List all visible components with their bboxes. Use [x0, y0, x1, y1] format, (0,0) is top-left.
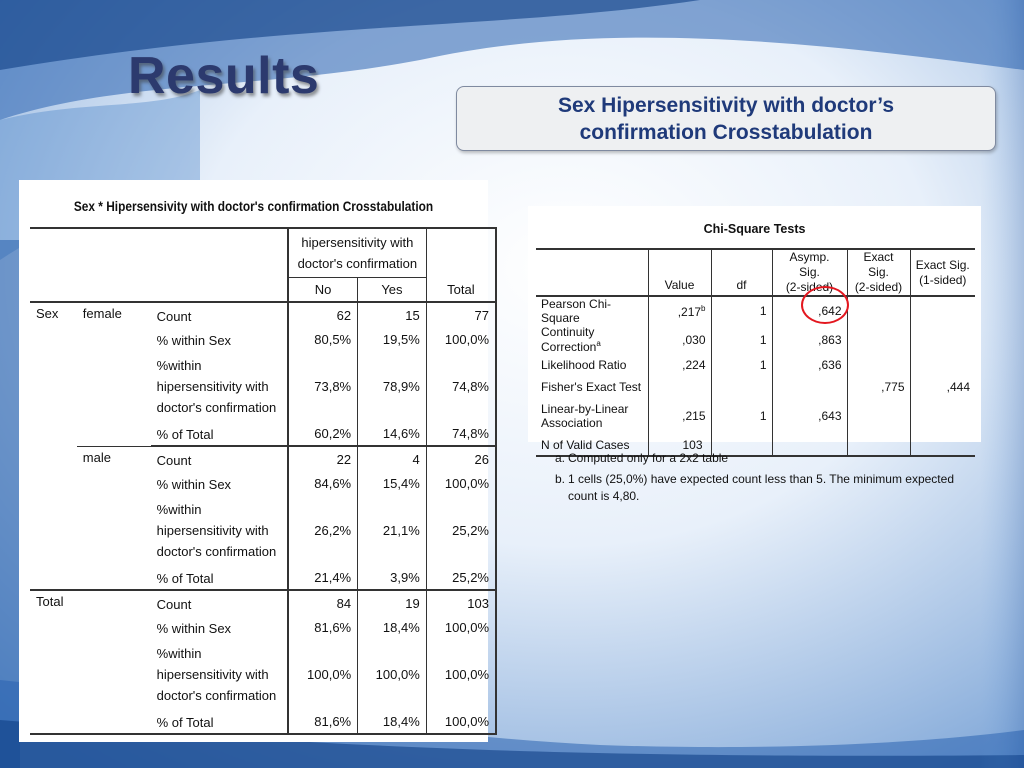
chi-cell-exact2	[847, 325, 910, 354]
chi-square-row	[536, 296, 975, 325]
stat-label	[151, 709, 288, 734]
chi-cell-df: 1	[711, 296, 772, 325]
chi-row-label	[536, 325, 648, 354]
cell-yes: 21,1%	[358, 496, 427, 565]
chi-cell-value-text: ,030	[682, 332, 706, 347]
chi-cell-exact1	[910, 354, 975, 376]
cell-no: 62	[288, 302, 358, 327]
cell-yes: 100,0%	[358, 640, 427, 709]
chi-cell-asymp	[772, 376, 847, 398]
chi-header-exact2-line2: (2-sided)	[854, 280, 903, 294]
chi-cell-exact1	[910, 398, 975, 434]
chi-row-label-text: N of Valid Cases	[541, 437, 630, 452]
cell-total: 26	[426, 446, 496, 471]
cell-total: 100,0%	[426, 709, 496, 734]
cell-no: 60,2%	[288, 421, 358, 446]
col-group-line1: hipersensitivity with	[301, 234, 414, 250]
cell-yes: 4	[358, 446, 427, 471]
crosstab-row	[30, 302, 496, 327]
chi-row-label-text: Linear-by-Linear Association	[541, 402, 629, 430]
chi-row-label	[536, 398, 648, 434]
chi-cell-value	[648, 376, 711, 398]
chi-cell-value	[648, 296, 711, 325]
stat-label	[151, 640, 288, 709]
subtitle-line1: Sex Hipersensitivity with doctor’s	[557, 93, 895, 117]
cell-yes: 15	[358, 302, 427, 327]
chi-header-corner	[536, 249, 648, 296]
footnote-mark: b.	[555, 472, 566, 486]
chi-cell-value	[648, 398, 711, 434]
chi-cell-value-text: 103	[682, 437, 703, 452]
chi-header-exact2-line1: Exact Sig.	[863, 250, 894, 279]
stat-label-line: Count	[156, 309, 192, 324]
footnote	[555, 471, 975, 505]
stat-label-line: doctor's confirmation	[156, 400, 277, 415]
stat-label-line: % within Sex	[156, 477, 232, 492]
cell-total: 74,8%	[426, 352, 496, 421]
stat-label	[151, 352, 288, 421]
chi-header-asymp-line2: (2-sided)	[785, 280, 834, 294]
stat-label	[151, 590, 288, 615]
stat-label	[151, 615, 288, 640]
stat-label-line: hipersensitivity with	[156, 667, 269, 682]
cell-total: 25,2%	[426, 565, 496, 590]
chi-cell-df: 1	[711, 354, 772, 376]
crosstab-table	[30, 227, 497, 735]
col-header-total: Total	[426, 277, 496, 302]
chi-row-label-text: Likelihood Ratio	[541, 358, 627, 372]
cell-no: 22	[288, 446, 358, 471]
chi-cell-asymp: ,863	[772, 325, 847, 354]
chi-cell-df: 1	[711, 325, 772, 354]
chi-cell-exact2	[847, 398, 910, 434]
cell-no: 81,6%	[288, 615, 358, 640]
cell-total: 103	[426, 590, 496, 615]
cell-yes: 3,9%	[358, 565, 427, 590]
chi-cell-asymp: ,643	[772, 398, 847, 434]
cell-no: 84	[288, 590, 358, 615]
crosstab-col-group-header	[288, 228, 426, 277]
cell-yes: 78,9%	[358, 352, 427, 421]
stat-label	[151, 471, 288, 496]
crosstab-caption: Sex * Hipersensivity with doctor's confirmation Crosstabulation	[73, 199, 434, 214]
chi-cell-value	[648, 354, 711, 376]
cell-no: 100,0%	[288, 640, 358, 709]
chi-row-label-footnote-mark: a	[596, 339, 601, 348]
cell-total: 100,0%	[426, 471, 496, 496]
chi-header-value: Value	[648, 249, 711, 296]
cell-no: 26,2%	[288, 496, 358, 565]
chi-cell-value-text: ,224	[682, 358, 706, 372]
stat-label	[151, 496, 288, 565]
cell-yes: 19,5%	[358, 327, 427, 352]
group-label-male: male	[77, 446, 151, 590]
stat-label	[151, 446, 288, 471]
cell-yes: 14,6%	[358, 421, 427, 446]
chi-cell-exact2: ,775	[847, 376, 910, 398]
crosstab-row	[30, 446, 496, 471]
stat-label-line: hipersensitivity with	[156, 523, 269, 538]
cell-yes: 15,4%	[358, 471, 427, 496]
footnote-text: Computed only for a 2x2 table	[568, 451, 729, 465]
col-header-no: No	[288, 277, 358, 302]
cell-total: 100,0%	[426, 615, 496, 640]
chi-cell-exact2	[847, 296, 910, 325]
cell-no: 73,8%	[288, 352, 358, 421]
stat-label-line: % within Sex	[156, 621, 232, 636]
stat-label-line: %within	[156, 646, 202, 661]
chi-row-label	[536, 354, 648, 376]
stat-label-line: hipersensitivity with	[156, 379, 269, 394]
subtitle-box	[456, 86, 996, 151]
chi-header-df: df	[711, 249, 772, 296]
chi-cell-asymp: ,642	[772, 296, 847, 325]
stat-label-line: Count	[156, 453, 192, 468]
chi-header-exact1-line1: Exact Sig.	[915, 257, 970, 272]
chi-square-row	[536, 376, 975, 398]
crosstab-col-total-spacer	[426, 228, 496, 277]
crosstab-corner	[30, 228, 288, 302]
chi-cell-value-text: ,215	[682, 409, 706, 423]
stat-label	[151, 565, 288, 590]
stat-label-line: % of Total	[156, 571, 214, 586]
footnote-text: 1 cells (25,0%) have expected count less than 5. The minimum expected count is 4,80.	[568, 472, 954, 503]
chi-row-label	[536, 296, 648, 325]
chi-square-panel	[528, 206, 981, 452]
cell-total: 100,0%	[426, 640, 496, 709]
chi-row-label-text: Continuity Correction	[541, 325, 597, 354]
chi-cell-asymp: ,636	[772, 354, 847, 376]
stat-label-line: %within	[156, 502, 202, 517]
highlight-circle-annotation	[801, 286, 849, 324]
chi-cell-df: 1	[711, 398, 772, 434]
chi-header-asymp-line1: Asymp. Sig.	[789, 250, 830, 279]
chi-square-table	[536, 248, 975, 457]
chi-square-footnotes	[555, 450, 975, 509]
cell-total: 25,2%	[426, 496, 496, 565]
chi-row-label-text: Fisher's Exact Test	[541, 380, 642, 394]
chi-cell-exact1	[910, 325, 975, 354]
chi-row-label	[536, 376, 648, 398]
chi-cell-exact1: ,444	[910, 376, 975, 398]
chi-cell-value	[648, 325, 711, 354]
cell-no: 21,4%	[288, 565, 358, 590]
stat-label	[151, 302, 288, 327]
chi-header-exact1-line2: (1-sided)	[919, 272, 967, 287]
stat-label-line: %within	[156, 358, 202, 373]
stat-label-line: % of Total	[156, 427, 214, 442]
col-header-yes: Yes	[358, 277, 427, 302]
slide-title: Results	[128, 47, 320, 105]
chi-square-row	[536, 325, 975, 354]
row-var-label: Sex	[30, 302, 77, 590]
chi-value-footnote-mark: b	[701, 303, 706, 313]
chi-header-exact2	[847, 249, 910, 296]
crosstab-panel	[19, 180, 488, 742]
cell-no: 80,5%	[288, 327, 358, 352]
chi-cell-df	[711, 376, 772, 398]
stat-label	[151, 421, 288, 446]
stat-label-line: doctor's confirmation	[156, 544, 277, 559]
cell-total: 77	[426, 302, 496, 327]
chi-square-row	[536, 398, 975, 434]
cell-total: 100,0%	[426, 327, 496, 352]
stat-label-line: doctor's confirmation	[156, 688, 277, 703]
chi-square-caption: Chi-Square Tests	[703, 222, 806, 236]
subtitle-line2: confirmation Crosstabulation	[579, 120, 873, 144]
stat-label-line: % of Total	[156, 715, 214, 730]
group-label-total: Total	[30, 590, 151, 734]
stat-label-line: Count	[156, 597, 192, 612]
chi-cell-exact2	[847, 354, 910, 376]
chi-square-row	[536, 354, 975, 376]
crosstab-row	[30, 590, 496, 615]
stat-label	[151, 327, 288, 352]
cell-total: 74,8%	[426, 421, 496, 446]
col-group-line2: doctor's confirmation	[297, 255, 418, 271]
cell-no: 84,6%	[288, 471, 358, 496]
cell-yes: 18,4%	[358, 615, 427, 640]
chi-header-exact1	[910, 249, 975, 296]
chi-cell-value-text: ,217	[677, 304, 702, 319]
cell-yes: 18,4%	[358, 709, 427, 734]
chi-cell-exact1	[910, 296, 975, 325]
footnote-mark: a.	[555, 451, 566, 465]
stat-label-line: % within Sex	[156, 333, 232, 348]
chi-row-label-text: Pearson Chi-Square	[541, 297, 612, 325]
group-label-female: female	[77, 302, 151, 446]
cell-no: 81,6%	[288, 709, 358, 734]
cell-yes: 19	[358, 590, 427, 615]
footnote	[555, 450, 975, 467]
